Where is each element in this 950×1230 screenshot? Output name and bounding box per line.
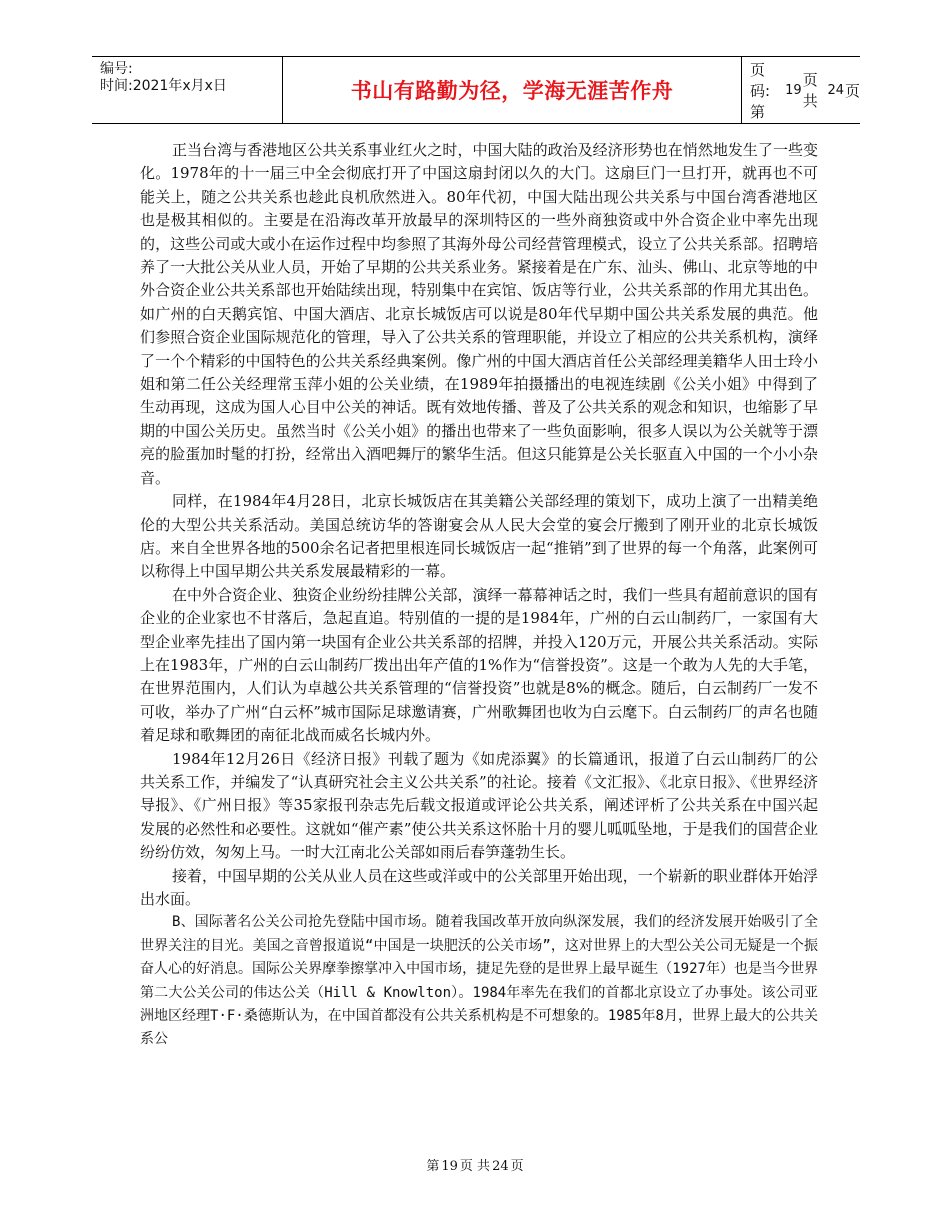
footer-mid: 页 共 [459, 1159, 491, 1174]
paragraph: 在中外合资企业、独资企业纷纷挂牌公关部，演绎一幕幕神话之时，我们一些具有超前意识的国有企业的企业家也不甘落后，急起直追。特别值的一提的是1984年，广州的白云山制药厂，一家国有大型企业率先挂出了国内第一块国有企业公共关系部的招牌，并投入120万元，开展公共关系活动。实际上在1983年，广州的白云山制药厂拨出出年产值的1%作为“信誉投资”。这是一个敢为人先的大手笔，在世界范围内，人们认为卓越公共关系管理的“信誉投资”也就是8%的概念。随后，白云制药厂一发不可收，举办了广州“白云杯”城市国际足球邀请赛，广州歌舞团也收为白云麾下。白云制药厂的声名也随着足球和歌舞团的南征北战而威名长城内外。 [140, 585, 818, 745]
header-motto-cell [282, 57, 742, 123]
time-label: 时间:2021年x月x日 [100, 78, 227, 94]
footer-total: 24 [492, 1159, 509, 1174]
paragraph: 1984年12月26日《经济日报》刊载了题为《如虎添翼》的长篇通讯，报道了白云山制药厂的公共关系工作，并编发了“认真研究社会主义公共关系”的社论。接着《文汇报》、《北京日报》、《世界经济导报》、《广州日报》等35家报刊杂志先后载文报道或评论公共关系，阐述评析了公共关系在中国兴起发展的必然性和必要性。这就如“催产素”使公共关系这怀胎十月的婴儿呱呱坠地，于是我们的国营企业纷纷仿效，匆匆上马。一时大江南北公关部如雨后春笋蓬勃生长。 [140, 749, 818, 862]
page-prefix: 页码:第 [750, 60, 771, 121]
number-label: 编号: [100, 61, 133, 77]
document-body [140, 139, 818, 1052]
header-page-number [740, 57, 860, 123]
footer-current: 19 [441, 1159, 458, 1174]
paragraph: 正当台湾与香港地区公共关系事业红火之时，中国大陆的政治及经济形势也在悄然地发生了一些变化。1978年的十一届三中全会彻底打开了中国这扇封闭以久的大门。这扇巨门一旦打开，就再也不可能关上，随之公共关系也趁此良机欣然进入。80年代初，中国大陆出现公共关系与中国台湾香港地区也是极其相似的。主要是在沿海改革开放最早的深圳特区的一些外商独资或中外合资企业中率先出现的，这些公司或大或小在运作过程中均参照了其海外母公司经营管理模式，设立了公共关系部。招聘培养了一大批公关从业人员，开始了早期的公共关系业务。紧接着是在广东、汕头、佛山、北京等地的中外合资企业公共关系部也开始陆续出现，特别集中在宾馆、饭店等行业，公共关系部的作用尤其出色。如广州的白天鹅宾馆、中国大酒店、北京长城饭店可以说是80年代早期中国公共关系发展的典范。他们参照合资企业国际规范化的管理，导入了公共关系的管理职能，并设立了相应的公共关系机构，演绎了一个个精彩的中国特色的公共关系经典案例。像广州的中国大酒店首任公关部经理美籍华人田士玲小姐和第二任公关经理常玉萍小姐的公关业绩，在1989年拍摄播出的电视连续剧《公关小姐》中得到了生动再现，这成为国人心目中公关的神话。既有效地传播、普及了公共关系的观念和知识，也缩影了早期的中国公关历史。虽然当时《公关小姐》的播出也带来了一些负面影响，很多人误以为公关就等于漂亮的脸蛋加时髦的打扮，经常出入酒吧舞厅的繁华生活。但这只能算是公关长驱直入中国的一个小小杂音。 [140, 141, 818, 487]
paragraph: 接着，中国早期的公关从业人员在这些或洋或中的公关部里开始出现，一个崭新的职业群体开始浮出水面。 [140, 866, 818, 908]
page-footer [0, 1155, 950, 1174]
paragraph: B、国际著名公关公司抢先登陆中国市场。随着我国改革开放向纵深发展，我们的经济发展开始吸引了全世界关注的目光。美国之音曾报道说“中国是一块肥沃的公关市场”，这对世界上的大型公关公司无疑是一个振奋人心的好消息。国际公关界摩拳擦掌冲入中国市场，捷足先登的是世界上最早诞生（1927年）也是当今世界第二大公关公司的伟达公关（Hill & Knowlton）。1984年率先在我们的首都北京设立了办事处。该公司亚洲地区经理T·F·桑德斯认为，在中国首都没有公共关系机构是不可想象的。1985年8月，世界上最大的公共关系公 [140, 914, 818, 1048]
page-total: 24 [827, 82, 844, 98]
header-meta [92, 57, 282, 123]
footer-suffix: 页 [510, 1159, 524, 1174]
paragraph: 同样，在1984年4月28日，北京长城饭店在其美籍公关部经理的策划下，成功上演了一出精美绝伦的大型公共关系活动。美国总统访华的答谢宴会从人民大会堂的宴会厅搬到了刚开业的北京长城饭店。来自全世界各地的500余名记者把里根连同长城饭店一起“推销”到了世界的每一个角落，此案例可以称得上中国早期公共关系发展最精彩的一幕。 [140, 492, 818, 581]
document-header [92, 56, 860, 124]
footer-prefix: 第 [426, 1159, 440, 1174]
page-mid: 页 共 [802, 71, 818, 110]
header-motto: 书山有路勤为径，学海无涯苦作舟 [350, 79, 674, 103]
page-suffix: 页 [844, 81, 860, 100]
page-current: 19 [785, 82, 802, 98]
